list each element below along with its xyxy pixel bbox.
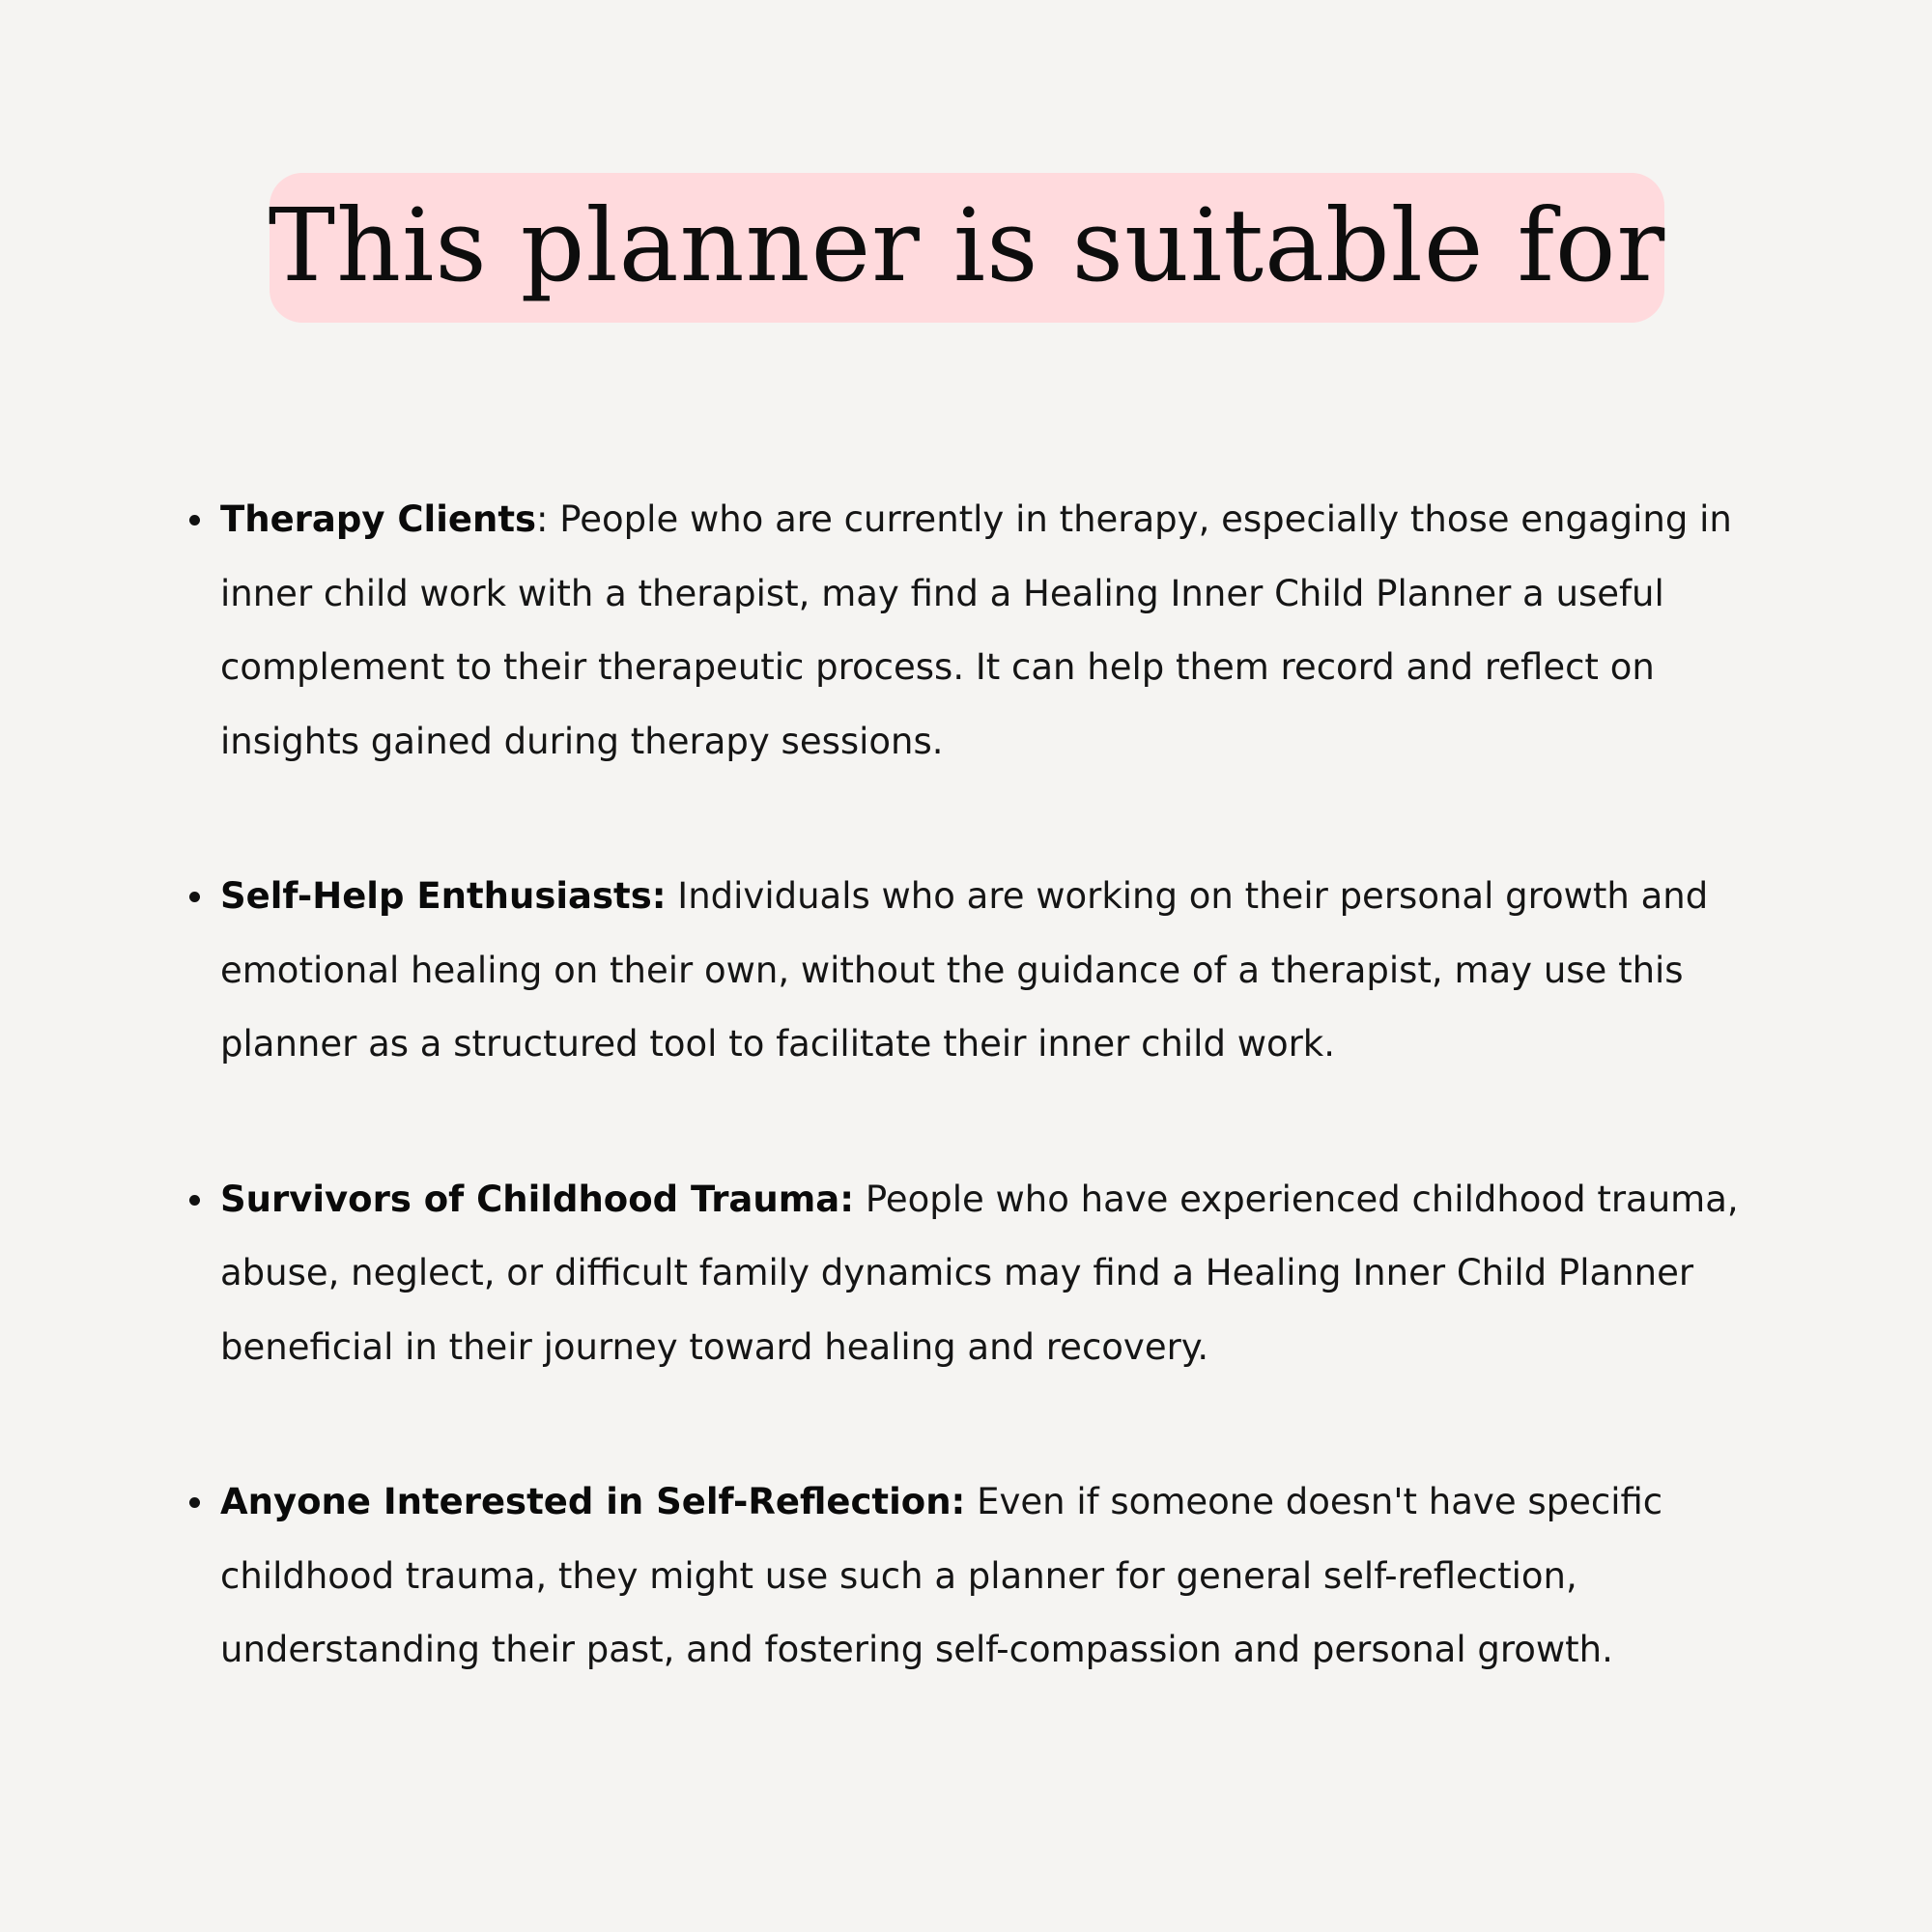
item-description: Individuals who are working on their personal growth and emotional healing on their own, without the guidance of a therapist, may use this planner as a structured tool to facilitate their inner child work. (220, 875, 1709, 1065)
bullet-icon (189, 515, 200, 526)
item-title: Survivors of Childhood Trauma: (220, 1178, 855, 1220)
item-title: Self-Help Enthusiasts: (220, 875, 667, 917)
audience-list (220, 483, 1747, 1769)
list-item-survivors-of-childhood-trauma (220, 1163, 1747, 1385)
item-description: People who are currently in therapy, especially those engaging in inner child work with a therapist, may find a Healing Inner Child Planner a useful complement to their therapeutic process. It can help them record and reflect on insights gained during therapy sessions. (220, 498, 1732, 762)
bullet-icon (189, 892, 200, 902)
item-separator: : (536, 498, 560, 540)
title-banner (270, 173, 1664, 323)
list-item-self-help-enthusiasts (220, 860, 1747, 1082)
bullet-icon (189, 1195, 200, 1206)
list-item-anyone-interested-in-self-reflection (220, 1465, 1747, 1688)
list-item-therapy-clients (220, 483, 1747, 779)
item-title: Anyone Interested in Self-Reflection: (220, 1481, 966, 1522)
bullet-icon (189, 1497, 200, 1508)
item-separator (854, 1179, 866, 1220)
item-description: People who have experienced childhood trauma, abuse, neglect, or difficult family dynamics may find a Healing Inner Child Planner beneficial in their journey toward healing and recovery. (220, 1178, 1739, 1368)
item-description: Even if someone doesn't have specific childhood trauma, they might use such a planner for general self-reflection, understanding their past, and fostering self-compassion and personal growth. (220, 1481, 1663, 1670)
page-title: This planner is suitable for (268, 185, 1666, 304)
item-separator (965, 1481, 977, 1522)
item-title: Therapy Clients (220, 498, 537, 540)
item-separator (667, 875, 678, 917)
